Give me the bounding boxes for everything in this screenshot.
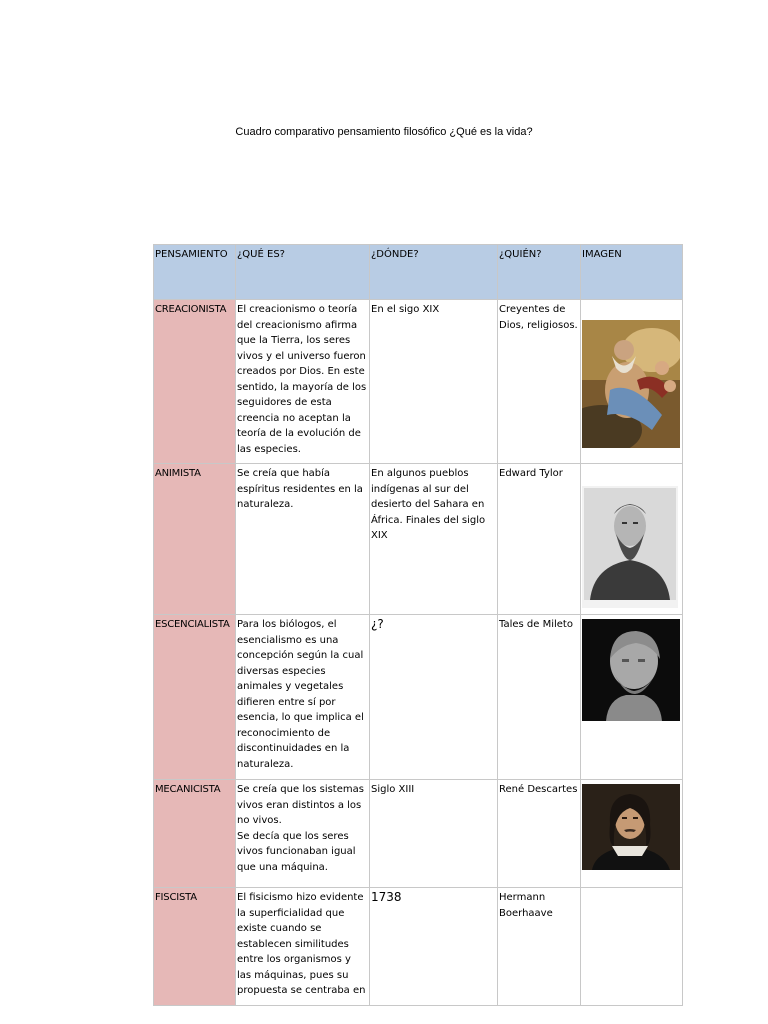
que-es-line: Se decía que los seres vivos funcionaban igual que una máquina. [237,830,356,873]
cell-imagen [581,300,683,464]
que-es-line: Se creía que los sistemas vivos eran distintos a los no vivos. [237,784,364,826]
cell-pensamiento: ESCENCIALISTA [154,615,236,780]
cell-donde: 1738 [370,888,498,1006]
portrait-rene-descartes-icon [582,784,680,870]
cell-imagen [581,615,683,780]
cell-pensamiento: ANIMISTA [154,464,236,615]
cell-quien: Hermann Boerhaave [498,888,581,1006]
cell-donde: En el sigo XIX [370,300,498,464]
cell-pensamiento: FISCISTA [154,888,236,1006]
cell-donde: Siglo XIII [370,780,498,888]
table-header-row [154,245,683,300]
bust-tales-de-mileto-icon [582,619,680,721]
header-que-es: ¿QUÉ ES? [236,245,370,300]
comparison-table [153,244,683,1006]
header-quien: ¿QUIÉN? [498,245,581,300]
cell-quien: Creyentes de Dios, religiosos. [498,300,581,464]
cell-quien: Tales de Mileto [498,615,581,780]
table-row [154,888,683,1006]
cell-quien: Edward Tylor [498,464,581,615]
cell-quien: René Descartes [498,780,581,888]
cell-imagen [581,780,683,888]
cell-pensamiento: MECANICISTA [154,780,236,888]
document-title: Cuadro comparativo pensamiento filosófico ¿Qué es la vida? [235,126,533,138]
table-row [154,780,683,888]
portrait-edward-tylor-icon [582,486,678,608]
cell-que-es [236,780,370,888]
cell-donde: En algunos pueblos indígenas al sur del desierto del Sahara en África. Finales del siglo XIX [370,464,498,615]
cell-imagen [581,888,683,1006]
cell-que-es: El creacionismo o teoría del creacionismo afirma que la Tierra, los seres vivos y el universo fueron creados por Dios. En este sentido, la mayoría de los seguidores de esta creencia no aceptan la teoría de la evolución de las especies. [236,300,370,464]
header-donde: ¿DÓNDE? [370,245,498,300]
painting-god-creation-icon [582,320,680,448]
cell-que-es: Para los biólogos, el esencialismo es una concepción según la cual diversas especies animales y vegetales difieren entre sí por esencia, lo que implica el reconocimiento de discontinuidades en la naturaleza. [236,615,370,780]
cell-que-es: El fisicismo hizo evidente la superficialidad que existe cuando se establecen similitudes entre los organismos y las máquinas, pues su propuesta se centraba en [236,888,370,1006]
cell-donde: ¿? [370,615,498,780]
cell-pensamiento: CREACIONISTA [154,300,236,464]
table-row [154,615,683,780]
cell-que-es: Se creía que había espíritus residentes en la naturaleza. [236,464,370,615]
table-row [154,300,683,464]
header-pensamiento: PENSAMIENTO [154,245,236,300]
cell-imagen [581,464,683,615]
header-imagen: IMAGEN [581,245,683,300]
table-row [154,464,683,615]
